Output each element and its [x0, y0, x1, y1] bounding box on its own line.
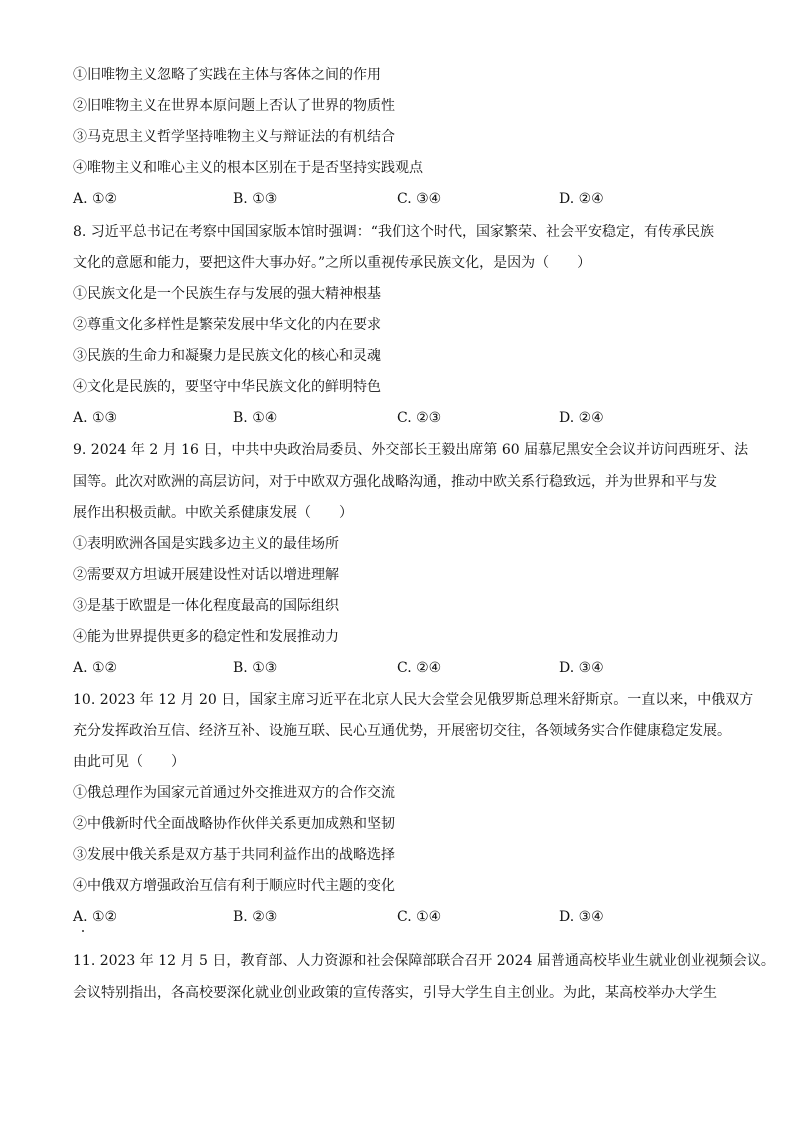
q10-stem-line-1: 10. 2023 年 12 月 20 日，国家主席习近平在北京人民大会堂会见俄罗斯总理米舒斯京。一直以来，中俄双方	[73, 692, 754, 708]
q8-options	[73, 408, 733, 428]
q10-options	[73, 907, 733, 927]
q7-option-d: D. ②④	[559, 191, 604, 207]
q7-statement-2: ②旧唯物主义在世界本原问题上否认了世界的物质性	[73, 98, 395, 114]
q8-statement-3: ③民族的生命力和凝聚力是民族文化的核心和灵魂	[73, 348, 381, 364]
q7-options	[73, 189, 733, 209]
q9-stem-line-2: 国等。此次对欧洲的高层访问，对于中欧双方强化战略沟通，推动中欧关系行稳致远，并为世界和平与发	[73, 474, 717, 490]
q9-statement-4: ④能为世界提供更多的稳定性和发展推动力	[73, 629, 339, 645]
q8-option-b: B. ①④	[233, 410, 278, 426]
q9-stem-line-3: 展作出积极贡献。中欧关系健康发展（ ）	[73, 505, 353, 521]
q10-option-b: B. ②③	[233, 909, 278, 925]
q7-option-c: C. ③④	[397, 191, 442, 207]
q10-option-a: A. ①②	[73, 909, 118, 925]
q10-statement-2: ②中俄新时代全面战略协作伙伴关系更加成熟和坚韧	[73, 816, 395, 832]
q9-option-c: C. ②④	[397, 660, 442, 676]
q7-statement-1: ①旧唯物主义忽略了实践在主体与客体之间的作用	[73, 67, 381, 83]
q10-statement-1: ①俄总理作为国家元首通过外交推进双方的合作交流	[73, 785, 395, 801]
q8-option-c: C. ②③	[397, 410, 442, 426]
q10-stem-line-2: 充分发挥政治互信、经济互补、设施互联、民心互通优势，开展密切交往，各领域务实合作健康稳定发展。	[73, 723, 731, 739]
q9-option-d: D. ③④	[559, 660, 604, 676]
q8-stem-line-1: 8. 习近平总书记在考察中国国家版本馆时强调：“我们这个时代，国家繁荣、社会平安稳定，有传承民族	[73, 224, 714, 240]
q8-statement-4: ④文化是民族的，要坚守中华民族文化的鲜明特色	[73, 379, 381, 395]
q11-stem-line-2: 会议特别指出，各高校要深化就业创业政策的宣传落实，引导大学生自主创业。为此，某高校举办大学生	[73, 985, 717, 1001]
q10-stem-line-3: 由此可见（ ）	[73, 754, 185, 770]
q8-option-a: A. ①③	[73, 410, 118, 426]
q10-option-d: D. ③④	[559, 909, 604, 925]
q8-stem-line-2: 文化的意愿和能力，要把这件大事办好。”之所以重视传承民族文化，是因为（ ）	[73, 255, 592, 271]
q9-statement-2: ②需要双方坦诚开展建设性对话以增进理解	[73, 567, 339, 583]
q10-option-c: C. ①④	[397, 909, 442, 925]
q10-statement-3: ③发展中俄关系是双方基于共同利益作出的战略选择	[73, 847, 395, 863]
q7-statement-3: ③马克思主义哲学坚持唯物主义与辩证法的有机结合	[73, 129, 395, 145]
stray-dot	[82, 930, 84, 932]
q9-option-b: B. ①③	[233, 660, 278, 676]
q9-stem-line-1: 9. 2024 年 2 月 16 日，中共中央政治局委员、外交部长王毅出席第 60 届慕尼黑安全会议并访问西班牙、法	[73, 442, 749, 458]
q8-statement-2: ②尊重文化多样性是繁荣发展中华文化的内在要求	[73, 317, 381, 333]
q9-statement-3: ③是基于欧盟是一体化程度最高的国际组织	[73, 598, 339, 614]
q11-stem-line-1: 11. 2023 年 12 月 5 日，教育部、人力资源和社会保障部联合召开 2024 届普通高校毕业生就业创业视频会议。	[73, 953, 775, 969]
q9-options	[73, 658, 733, 678]
q10-statement-4: ④中俄双方增强政治互信有利于顺应时代主题的变化	[73, 878, 395, 894]
q9-statement-1: ①表明欧洲各国是实践多边主义的最佳场所	[73, 536, 339, 552]
q8-statement-1: ①民族文化是一个民族生存与发展的强大精神根基	[73, 286, 381, 302]
q7-option-a: A. ①②	[73, 191, 118, 207]
q8-option-d: D. ②④	[559, 410, 604, 426]
q9-option-a: A. ①②	[73, 660, 118, 676]
q7-option-b: B. ①③	[233, 191, 278, 207]
q7-statement-4: ④唯物主义和唯心主义的根本区别在于是否坚持实践观点	[73, 160, 423, 176]
